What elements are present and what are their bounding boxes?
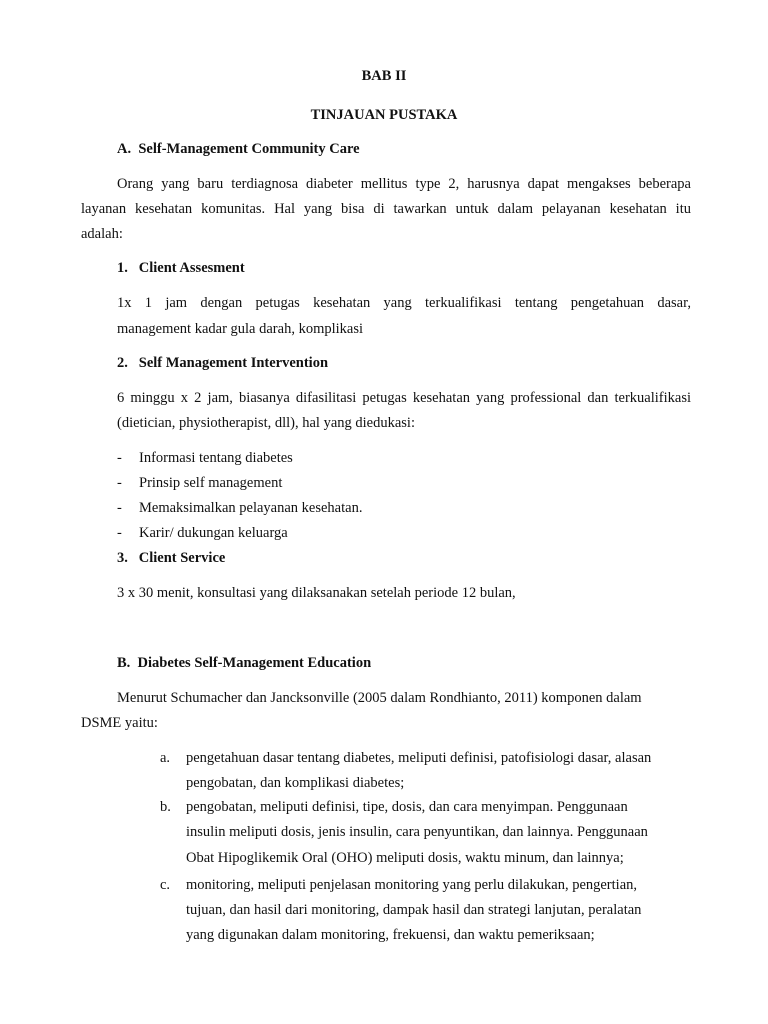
item-2-text: (dietician, physiotherapist, dll), hal yang diedukasi: [117, 415, 415, 431]
list-item-text: pengobatan, dan komplikasi diabetes; [186, 775, 405, 791]
section-b-intro-line: DSME yaitu: [81, 715, 158, 731]
bullet-dash: - [117, 450, 122, 466]
bullet-item: Prinsip self management [139, 475, 283, 491]
item-3-text: 3 x 30 menit, konsultasi yang dilaksanakan setelah periode 12 bulan, [117, 585, 516, 601]
list-item-text: insulin meliputi dosis, jenis insulin, cara penyuntikan, dan lainnya. Penggunaan [186, 824, 648, 840]
bullet-item: Karir/ dukungan keluarga [139, 525, 288, 541]
bullet-dash: - [117, 475, 122, 491]
section-b-heading: B. Diabetes Self-Management Education [117, 655, 372, 671]
item-2-text: 6 minggu x 2 jam, biasanya difasilitasi petugas kesehatan yang professional dan terkualifikasi [117, 390, 691, 406]
item-1-text: management kadar gula darah, komplikasi [117, 321, 364, 337]
bullet-dash: - [117, 525, 122, 541]
page-title: TINJAUAN PUSTAKA [310, 107, 458, 123]
list-item-text: Obat Hipoglikemik Oral (OHO) meliputi dosis, waktu minum, dan lainnya; [186, 850, 624, 866]
list-item-text: yang digunakan dalam monitoring, frekuensi, dan waktu pemeriksaan; [186, 927, 595, 943]
item-3-heading: 3. Client Service [117, 550, 226, 566]
list-item-text: pengetahuan dasar tentang diabetes, meliputi definisi, patofisiologi dasar, alasan [186, 750, 652, 766]
item-1-heading: 1. Client Assesment [117, 260, 245, 276]
bullet-item: Memaksimalkan pelayanan kesehatan. [139, 500, 363, 516]
list-item-text: pengobatan, meliputi definisi, tipe, dosis, dan cara menyimpan. Penggunaan [186, 799, 628, 815]
chapter-heading: BAB II [361, 68, 407, 84]
bullet-dash: - [117, 500, 122, 516]
list-marker: c. [160, 877, 171, 893]
list-marker: a. [160, 750, 171, 766]
section-b-intro-line: Menurut Schumacher dan Jancksonville (2005 dalam Rondhianto, 2011) komponen dalam [117, 690, 642, 706]
item-1-text: 1x 1 jam dengan petugas kesehatan yang terkualifikasi tentang pengetahuan dasar, [117, 295, 691, 311]
list-marker: b. [160, 799, 171, 815]
item-2-heading: 2. Self Management Intervention [117, 355, 329, 371]
section-a-intro-line: adalah: [81, 226, 123, 242]
section-a-intro-line: Orang yang baru terdiagnosa diabeter mellitus type 2, harusnya dapat mengakses beberapa [117, 176, 691, 192]
section-a-intro-line: layanan kesehatan komunitas. Hal yang bisa di tawarkan untuk dalam pelayanan kesehatan itu [81, 201, 691, 217]
list-item-text: tujuan, dan hasil dari monitoring, dampak hasil dan strategi lanjutan, peralatan [186, 902, 642, 918]
section-a-heading: A. Self-Management Community Care [117, 141, 360, 157]
bullet-item: Informasi tentang diabetes [139, 450, 293, 466]
list-item-text: monitoring, meliputi penjelasan monitoring yang perlu dilakukan, pengertian, [186, 877, 638, 893]
